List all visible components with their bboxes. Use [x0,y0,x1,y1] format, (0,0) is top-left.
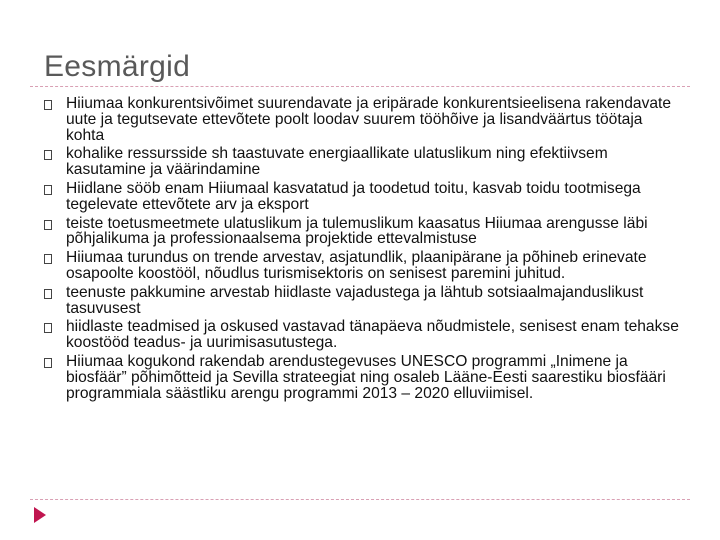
square-bullet-icon [44,323,52,333]
square-bullet-icon [44,220,52,230]
bullet-text: Hiiumaa kogukond rakendab arendustegevuses UNESCO programmi „Inimene ja biosfäär” põhimõtteid ja Sevilla strateegiat ning osaleb Lääne-Eesti saarestiku biosfääri programmiala säästliku arengu programmi 2013 – 2020 elluviimisel. [66,352,666,402]
square-bullet-icon [44,150,52,160]
bullet-text: hiidlaste teadmised ja oskused vastavad tänapäeva nõudmistele, senisest enam tehakse koostööd teadus- ja uurimisasutustega. [66,318,679,352]
bullet-item [44,354,684,401]
bullet-item [44,146,684,178]
bullet-item [44,216,684,248]
bullet-item [44,285,684,317]
square-bullet-icon [44,358,52,368]
bullet-text: Hiiumaa konkurentsivõimet suurendavate ja eripärade konkurentsieelisena rakendavate uute ja tegutsevate ettevõtete poolt loodav suurem tööhõive ja lisandväärtus töötaja kohta [66,95,672,144]
play-arrow-icon [33,506,47,524]
title-divider [30,86,690,87]
square-bullet-icon [44,289,52,299]
bullet-text: Hiidlane sööb enam Hiiumaal kasvatatud ja toodetud toitu, kasvab toidu tootmisega tegelevate ettevõtete arv ja eksport [66,179,641,213]
square-bullet-icon [44,254,52,264]
square-bullet-icon [44,185,52,195]
bullet-item [44,181,684,213]
bullet-item [44,319,684,351]
slide-title: Eesmärgid [44,50,191,83]
bullet-text: kohalike ressursside sh taastuvate energiaallikate ulatuslikum ning efektiivsem kasutamine ja väärindamine [66,145,608,179]
bullet-item [44,250,684,282]
square-bullet-icon [44,100,52,110]
footer-divider [30,499,690,500]
bullet-list [44,96,684,404]
bullet-text: teenuste pakkumine arvestab hiidlaste vajadustega ja lähtub sotsiaalmajanduslikust tasuvusest [66,283,644,317]
bullet-text: teiste toetusmeetmete ulatuslikum ja tulemuslikum kaasatus Hiiumaa arengusse läbi põhjalikuma ja professionaalsema projektide ettevalmistuse [66,214,648,248]
bullet-item [44,96,684,143]
bullet-text: Hiiumaa turundus on trende arvestav, asjatundlik, plaanipärane ja põhineb erinevate osapoolte koostööl, nõudlus turismisektoris on senisest paremini juhitud. [66,249,647,282]
